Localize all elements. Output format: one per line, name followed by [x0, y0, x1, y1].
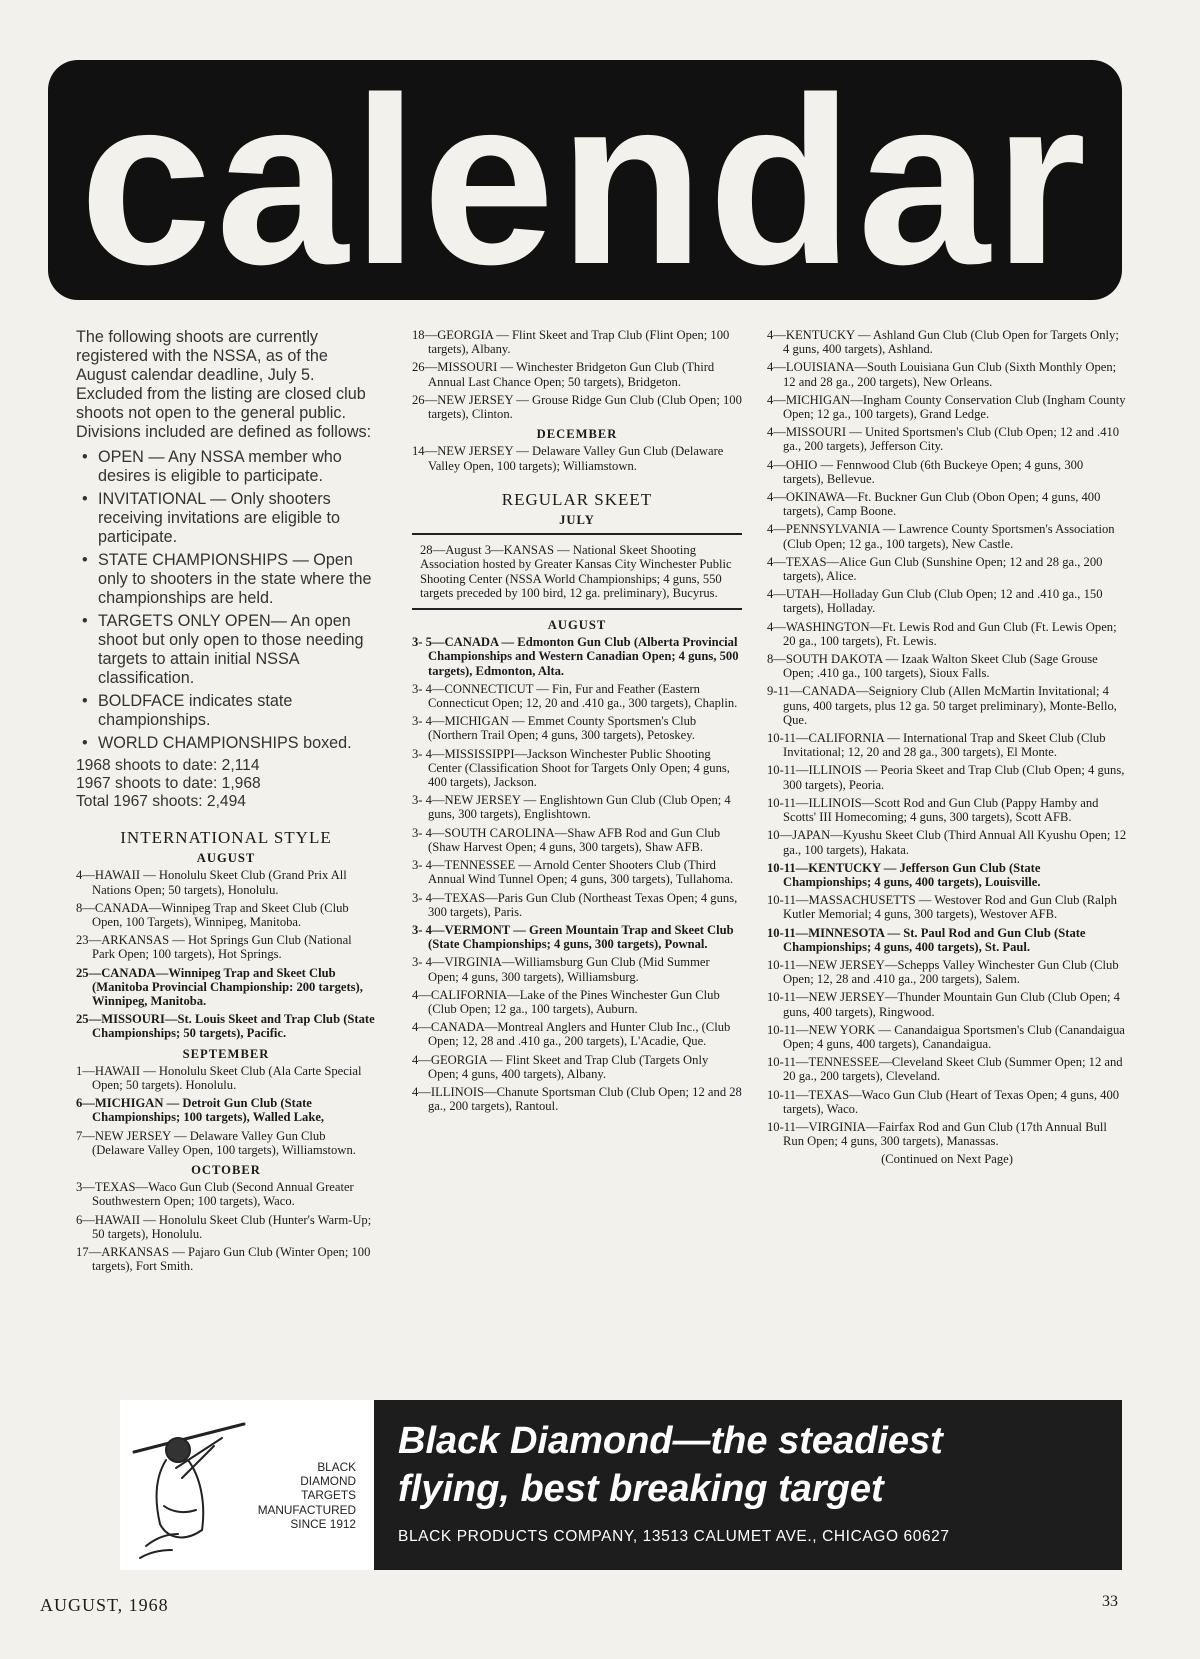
page-number: 33	[1102, 1593, 1118, 1610]
shoot-entry: 10-11—MASSACHUSETTS — Westover Rod and Gun Club (Ralph Kutler Memorial; 4 guns, 300 targets), Westover AFB.	[767, 893, 1117, 922]
column-1	[76, 328, 376, 1277]
definition-open: • OPEN — Any NSSA member who desires is eligible to participate.	[82, 448, 376, 486]
shoot-entry: 4—PENNSYLVANIA — Lawrence County Sportsmen's Association (Club Open; 12 ga., 100 targets), New Castle.	[767, 522, 1115, 551]
world-championships-entry: 28—August 3—KANSAS — National Skeet Shooting Association hosted by Greater Kansas City Winchester Public Shooting Center (NSSA World Championships; 4 guns, 550 targets preceded by 100 bird, 12 ga. preliminary), Bucyrus.	[420, 543, 732, 600]
ad-tagline-line-2: flying, best breaking target	[398, 1468, 884, 1510]
shoot-entry: 4—CALIFORNIA—Lake of the Pines Winchester Gun Club (Club Open; 12 ga., 100 targets), Auburn.	[412, 987, 720, 1016]
shoot-entry: 8—CANADA—Winnipeg Trap and Skeet Club (Club Open, 100 Targets), Winnipeg, Manitoba.	[76, 900, 349, 930]
month-heading: OCTOBER	[191, 1163, 261, 1178]
month-heading: AUGUST	[547, 618, 607, 633]
shoot-entry: 10—JAPAN—Kyushu Skeet Club (Third Annual All Kyushu Open; 12 ga., 100 targets), Hakata.	[767, 828, 1127, 857]
issue-date: AUGUST, 1968	[40, 1595, 169, 1615]
column-2	[412, 328, 742, 1117]
continued-note: (Continued on Next Page)	[881, 1152, 1013, 1167]
shoot-entry: 10-11—MINNESOTA — St. Paul Rod and Gun Club (State Championships; 4 guns, 400 targets), St. Paul.	[767, 925, 1086, 954]
shooter-illustration	[126, 1406, 266, 1566]
shoot-entry: 3- 4—NEW JERSEY — Englishtown Gun Club (Club Open; 4 guns, 300 targets), Englishtown.	[412, 793, 731, 822]
shoot-entry: 25—MISSOURI—St. Louis Skeet and Trap Club (State Championships; 50 targets), Pacific.	[76, 1012, 375, 1041]
shoot-entry: 4—WASHINGTON—Ft. Lewis Rod and Gun Club (Ft. Lewis Open; 20 ga., 100 targets), Ft. Lewis.	[767, 619, 1117, 648]
shoot-entry: 4—MISSOURI — United Sportsmen's Club (Club Open; 12 and .410 ga., 200 targets), Jefferson City.	[767, 425, 1120, 454]
shoot-entry: 4—OHIO — Fennwood Club (6th Buckeye Open; 4 guns, 300 targets), Bellevue.	[767, 457, 1084, 486]
shoot-entry: 4—CANADA—Montreal Anglers and Hunter Club Inc., (Club Open; 12, 28 and .410 ga., 200 targets), L'Acadie, Que.	[412, 1020, 731, 1049]
shoot-entry: 10-11—NEW YORK — Canandaigua Sportsmen's Club (Canandaigua Open; 4 guns, 400 targets), Canandaigua.	[767, 1022, 1125, 1051]
regular-skeet-heading: REGULAR SKEET	[501, 489, 653, 509]
shoot-entry: 4—KENTUCKY — Ashland Gun Club (Club Open for Targets Only; 4 guns, 400 targets), Ashland.	[767, 328, 1119, 357]
shoot-entry: 4—LOUISIANA—South Louisiana Gun Club (Sixth Monthly Open; 12 and 28 ga., 200 targets), New Orleans.	[767, 360, 1117, 389]
shoot-entry: 3- 4—CONNECTICUT — Fin, Fur and Feather (Eastern Connecticut Open; 12, 20 and .410 ga., 300 targets), Chaplin.	[412, 681, 738, 711]
shoot-entry: 18—GEORGIA — Flint Skeet and Trap Club (Flint Open; 100 targets), Albany.	[412, 328, 730, 357]
shoot-entry: 4—OKINAWA—Ft. Buckner Gun Club (Obon Open; 4 guns, 400 targets), Camp Boone.	[767, 490, 1101, 519]
stat-1967: 1967 shoots to date: 1,968	[76, 775, 261, 792]
ad-text-panel	[374, 1400, 1122, 1570]
shoot-entry: 3—TEXAS—Waco Gun Club (Second Annual Greater Southwestern Open; 100 targets), Waco.	[76, 1180, 354, 1209]
month-heading: DECEMBER	[536, 427, 618, 442]
shoot-entry: 25—CANADA—Winnipeg Trap and Skeet Club (Manitoba Provincial Championship: 200 targets), Winnipeg, Manitoba.	[76, 965, 363, 1009]
ad-address: BLACK PRODUCTS COMPANY, 13513 CALUMET AVE., CHICAGO 60627	[398, 1528, 950, 1545]
stat-total-1967: Total 1967 shoots: 2,494	[76, 793, 246, 810]
definition-invitational: • INVITATIONAL — Only shooters receiving invitations are eligible to participate.	[82, 490, 376, 547]
calendar-banner	[48, 60, 1122, 300]
month-heading: AUGUST	[196, 851, 256, 866]
shoot-entry: 23—ARKANSAS — Hot Springs Gun Club (National Park Open; 100 targets), Hot Springs.	[76, 933, 352, 962]
shoot-entry: 7—NEW JERSEY — Delaware Valley Gun Club (Delaware Valley Open, 100 targets), Williamstown.	[76, 1128, 356, 1157]
definition-boldface: • BOLDFACE indicates state championships.	[82, 692, 376, 730]
month-heading: JULY	[559, 513, 595, 528]
shoot-entry: 4—MICHIGAN—Ingham County Conservation Club (Ingham County Open; 12 ga., 100 targets), Grand Ledge.	[767, 392, 1126, 422]
world-championships-box	[412, 533, 742, 610]
ad-caption: BLACK DIAMOND TARGETS MANUFACTURED SINCE 1912	[257, 1460, 356, 1531]
definition-targets-only: • TARGETS ONLY OPEN— An open shoot but only open to those needing targets to attain initial NSSA classification.	[82, 612, 376, 688]
shoot-entry: 3- 4—MICHIGAN — Emmet County Sportsmen's Club (Northern Trail Open; 4 guns, 300 targets), Petoskey.	[412, 714, 697, 743]
shoot-entry: 10-11—KENTUCKY — Jefferson Gun Club (State Championships; 4 guns, 400 targets), Louisville.	[767, 860, 1041, 889]
shoot-entry: 9-11—CANADA—Seigniory Club (Allen McMartin Invitational; 4 guns, 400 targets, plus 12 ga. 50 target preliminary), Monte-Bello, Que.	[767, 684, 1117, 727]
shoot-entry: 3- 4—VIRGINIA—Williamsburg Gun Club (Mid Summer Open; 4 guns, 300 targets), Williamsburg.	[412, 955, 710, 984]
intro-text: The following shoots are currently registered with the NSSA, as of the August calendar deadline, July 5. Excluded from the listing are closed club shoots not open to the general public. Divisions included are defined as follows:	[76, 328, 372, 441]
shoot-entry: 4—TEXAS—Alice Gun Club (Sunshine Open; 12 and 28 ga., 200 targets), Alice.	[767, 554, 1103, 584]
shoot-entry: 10-11—ILLINOIS—Scott Rod and Gun Club (Pappy Hamby and Scotts' III Homecoming; 4 guns, 300 targets), Scott AFB.	[767, 795, 1099, 825]
shoot-entry: 10-11—CALIFORNIA — International Trap and Skeet Club (Club Invitational; 12, 20 and 28 ga., 300 targets), El Monte.	[767, 731, 1106, 760]
shoot-entry: 4—UTAH—Holladay Gun Club (Club Open; 12 and .410 ga., 150 targets), Holladay.	[767, 587, 1103, 616]
shoot-entry: 6—HAWAII — Honolulu Skeet Club (Hunter's Warm-Up; 50 targets), Honolulu.	[76, 1212, 372, 1241]
shoot-entry: 3- 4—VERMONT — Green Mountain Trap and Skeet Club (State Championships; 4 guns, 300 targets), Pownal.	[412, 922, 734, 952]
shoot-entry: 3- 4—TEXAS—Paris Gun Club (Northeast Texas Open; 4 guns, 300 targets), Paris.	[412, 890, 738, 919]
shoot-entry: 3- 5—CANADA — Edmonton Gun Club (Alberta Provincial Championships and Western Canadian Open; 4 guns, 500 targets), Edmonton, Alta.	[412, 635, 739, 678]
ad-tagline-line-1: Black Diamond—the steadiest	[398, 1420, 943, 1462]
shoot-entry: 17—ARKANSAS — Pajaro Gun Club (Winter Open; 100 targets), Fort Smith.	[76, 1245, 371, 1274]
shoot-entry: 10-11—VIRGINIA—Fairfax Rod and Gun Club (17th Annual Bull Run Open; 4 guns, 300 targets), Manassas.	[767, 1119, 1107, 1149]
month-heading: SEPTEMBER	[182, 1046, 270, 1061]
international-heading: INTERNATIONAL STYLE	[120, 828, 332, 847]
shoot-entry: 26—MISSOURI — Winchester Bridgeton Gun Club (Third Annual Last Chance Open; 50 targets), Bridgeton.	[412, 360, 715, 389]
shoot-entry: 10-11—TEXAS—Waco Gun Club (Heart of Texas Open; 4 guns, 400 targets), Waco.	[767, 1087, 1120, 1116]
shoot-entry: 3- 4—TENNESSEE — Arnold Center Shooters Club (Third Annual Wind Tunnel Open; 4 guns, 300 targets), Tullahoma.	[412, 858, 734, 887]
column-3	[767, 328, 1127, 1167]
shoot-entry: 14—NEW JERSEY — Delaware Valley Gun Club (Delaware Valley Open, 100 targets); Williamstown.	[412, 444, 724, 473]
shoot-entry: 4—GEORGIA — Flint Skeet and Trap Club (Targets Only Open; 4 guns, 400 targets), Albany.	[412, 1052, 709, 1081]
shoot-entry: 3- 4—SOUTH CAROLINA—Shaw AFB Rod and Gun Club (Shaw Harvest Open; 4 guns, 300 targets), Shaw AFB.	[412, 825, 721, 854]
shoot-entry: 26—NEW JERSEY — Grouse Ridge Gun Club (Club Open; 100 targets), Clinton.	[412, 392, 742, 422]
shoot-entry: 8—SOUTH DAKOTA — Izaak Walton Skeet Club (Sage Grouse Open; .410 ga., 100 targets), Sioux Falls.	[767, 652, 1098, 681]
definition-world-championships: • WORLD CHAMPIONSHIPS boxed.	[82, 734, 376, 753]
shoot-entry: 6—MICHIGAN — Detroit Gun Club (State Championships; 100 targets), Walled Lake,	[76, 1096, 325, 1125]
stat-1968: 1968 shoots to date: 2,114	[76, 757, 260, 774]
shoot-entry: 10-11—NEW JERSEY—Thunder Mountain Gun Club (Club Open; 4 guns, 400 targets), Ringwood.	[767, 990, 1120, 1019]
shoot-entry: 10-11—ILLINOIS — Peoria Skeet and Trap Club (Club Open; 4 guns, 300 targets), Peoria.	[767, 763, 1125, 792]
calendar-title: calendar	[79, 60, 1091, 300]
shoot-entry: 4—HAWAII — Honolulu Skeet Club (Grand Prix All Nations Open; 50 targets), Honolulu.	[76, 868, 347, 897]
shoot-entry: 10-11—TENNESSEE—Cleveland Skeet Club (Summer Open; 12 and 20 ga., 200 targets), Cleveland.	[767, 1055, 1123, 1084]
black-diamond-ad	[120, 1400, 1120, 1570]
definition-state-championships: • STATE CHAMPIONSHIPS — Open only to shooters in the state where the championships are held.	[82, 551, 376, 608]
shoot-entry: 10-11—NEW JERSEY—Schepps Valley Winchester Gun Club (Club Open; 12, 28 and .410 ga., 200 targets), Salem.	[767, 957, 1119, 987]
ad-illustration-panel	[120, 1400, 374, 1570]
shoot-entry: 1—HAWAII — Honolulu Skeet Club (Ala Carte Special Open; 50 targets). Honolulu.	[76, 1063, 362, 1093]
shoot-entry: 3- 4—MISSISSIPPI—Jackson Winchester Public Shooting Center (Classification Shoot for Targets Only Open; 4 guns, 400 targets), Jackson.	[412, 746, 730, 790]
shoot-entry: 4—ILLINOIS—Chanute Sportsman Club (Club Open; 12 and 28 ga., 200 targets), Rantoul.	[412, 1084, 742, 1114]
